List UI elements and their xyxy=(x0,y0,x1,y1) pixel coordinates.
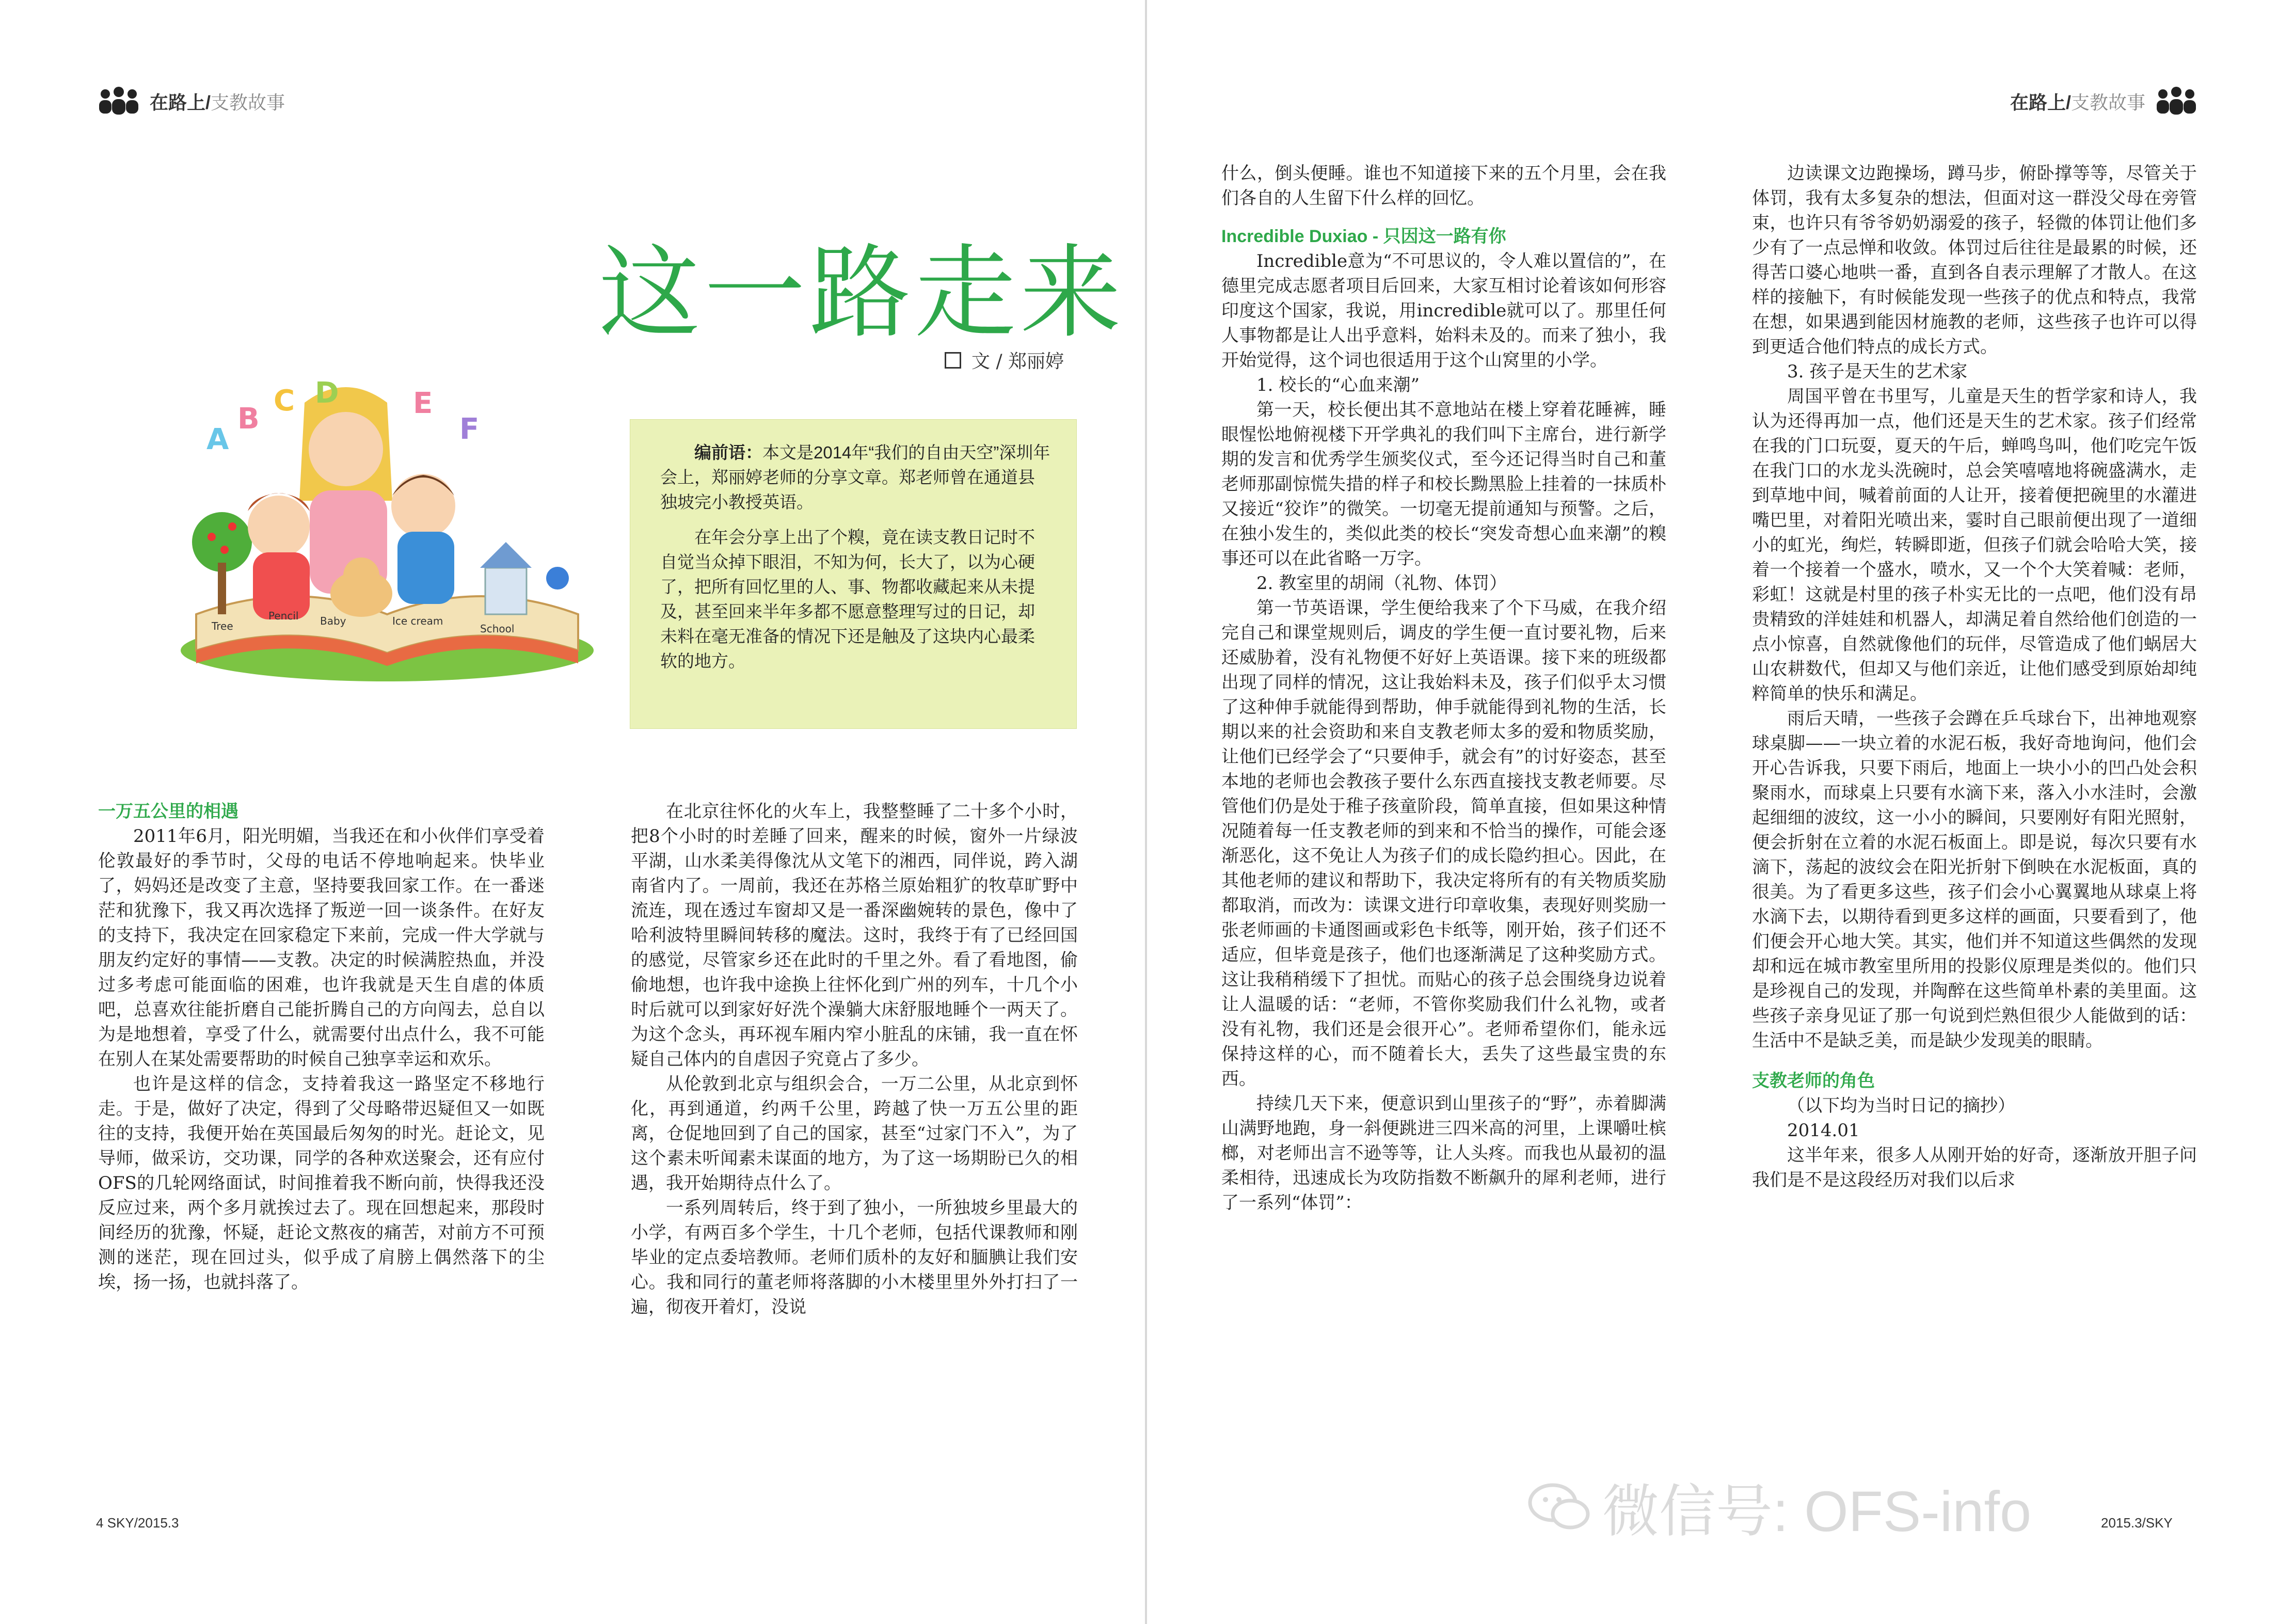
left-footer: 4 SKY/2015.3 xyxy=(96,1515,179,1531)
header-sub: 支教故事 xyxy=(211,91,285,113)
letter-d: D xyxy=(315,376,339,410)
paragraph: 持续几天下来，便意识到山里孩子的“野”，赤着脚满山满野地跑，身一斜便跳进三四米高的河里，上课嚼吐槟榔，对老师出言不逊等等，让人头疼。而我也从最初的温柔相待，迅速成长为攻防指数不断飙升的犀利老师，进行了一系列“体罚”： xyxy=(1221,1093,1666,1213)
subheading: 1. 校长的“心血来潮” xyxy=(1256,375,1420,395)
paragraph: 什么，倒头便睡。谁也不知道接下来的五个月里，会在我们各自的人生留下什么样的回忆。 xyxy=(1221,163,1666,209)
section-heading-teacher-role: 支教老师的角色 xyxy=(1752,1071,1875,1091)
paragraph: 雨后天晴，一些孩子会蹲在乒乓球台下，出神地观察球桌脚——一块立着的水泥石板，我好奇地询问，他们会开心告诉我，只要下雨后，地面上一块小小的凹凸处会积聚雨水，而球桌上只要有水滴下来，落入小水洼时，会激起细细的波纹，这一小小的瞬间，只要刚好有阳光照射，便会折射在立着的水泥石板面上。即是说，每次只要有水滴下，荡起的波纹会在阳光折射下倒映在水泥板面，真的很美。为了看更多这些，孩子们会小心翼翼地从球桌上将水滴下去，以期待看到更多这样的画面，只要看到了，他们便会开心地大笑。其实，他们并不知道这些偶然的发现却和远在城市教室里所用的投影仪原理是类似的。他们只是珍视自己的发现，并陶醉在这些简单朴素的美里面。这些孩子亲身见证了那一句说到烂熟但很少人能做到的话：生活中不是缺乏美，而是缺少发现美的眼睛。 xyxy=(1752,708,2197,1051)
paragraph: 也许是这样的信念，支持着我这一路坚定不移地行走。于是，做好了决定，得到了父母略带迟疑但又一如既往的支持，我便开始在英国最后匆匆的时光。赶论文，见导师，做采访，交功课，同学的各种欢送聚会，还有应付OFS的几轮网络面试，时间推着我不断向前，快得我还没反应过来，两个多月就挨过去了。现在回想起来，那段时间经历的犹豫，怀疑，赶论文熬夜的痛苦，对前方不可预测的迷茫，现在回过头，似乎成了肩膀上偶然落下的尘埃，扬一扬，也就抖落了。 xyxy=(98,1074,545,1293)
paragraph: 周国平曾在书里写，儿童是天生的哲学家和诗人，我认为还得再加一点，他们还是天生的艺术家。孩子们经常在我的门口玩耍，夏天的午后，蝉鸣鸟叫，他们吃完午饭在我门口的水龙头洗碗时，总会笑嘻嘻地将碗盛满水，走到草地中间，喊着前面的人让开，接着便把碗里的水灌进嘴巴里，对着阳光喷出来，霎时自己眼前便出现了一道细小的虹光，绚烂，转瞬即逝，但孩子们就会哈哈大笑，接着一个接着一个盛水，喷水，又一个个大笑着喊：老师，彩虹！这就是村里的孩子朴实无比的一点吧，他们没有昂贵精致的洋娃娃和机器人，却满足着自然给他们创造的一点小惊喜，自然就像他们的玩伴，尽管造成了他们蜗居大山农耕数代，但却又与他们亲近，让他们感受到原始却纯粹简单的快乐和满足。 xyxy=(1752,386,2197,704)
paragraph: 一系列周转后，终于到了独小，一所独坡乡里最大的小学，有两百多个学生，十几个老师，包括代课教师和刚毕业的定点委培教师。老师们质朴的友好和腼腆让我们安心。我和同行的董老师将落脚的小木楼里里外外打扫了一遍，彻夜开着灯，没说 xyxy=(631,1198,1078,1317)
paragraph: 2011年6月，阳光明媚，当我还在和小伙伴们享受着伦敦最好的季节时，父母的电话不停地响起来。快毕业了，妈妈还是改变了主意，坚持要我回家工作。在一番迷茫和犹豫下，我又再次选择了叛逆一回一谈条件。在好友的支持下，我决定在回家稳定下来前，完成一件大学就与朋友约定好的事情——支教。决定的时候满腔热血，并没过多考虑可能面临的困难，也许我就是天生自虐的体质吧，总喜欢往能折磨自己能折腾自己的方向闯去，总自以为是地想着，享受了什么，就需要付出点什么，我不可能在别人在某处需要帮助的时候自己独享幸运和欢乐。 xyxy=(98,826,545,1070)
column-2 xyxy=(631,799,1078,1319)
byline: 文 / 郑丽婷 xyxy=(945,347,1064,373)
section-heading-encounter: 一万五公里的相遇 xyxy=(98,802,238,821)
paragraph: 这半年来，很多人从刚开始的好奇，逐渐放开胆子问我们是不是这段经历对我们以后求 xyxy=(1752,1145,2197,1190)
letter-c: C xyxy=(274,384,295,418)
letter-b: B xyxy=(237,402,260,436)
header-section: 在路上/ xyxy=(150,91,211,113)
section-heading-incredible: Incredible Duxiao - 只因这一路有你 xyxy=(1221,227,1506,246)
people-icon xyxy=(2155,87,2198,116)
editor-note-para1: 编前语：本文是2014年“我们的自由天空”深圳年会上，郑丽婷老师的分享文章。郑老师曾在通道县独坡完小教授英语。 xyxy=(660,443,1050,512)
paragraph: 在北京往怀化的火车上，我整整睡了二十多个小时，把8个小时的时差睡了回来，醒来的时候，窗外一片绿波平湖，山水柔美得像沈从文笔下的湘西，同伴说，跨入湖南省内了。一周前，我还在苏格兰原始粗犷的牧草旷野中流连，现在透过车窗却又是一番深幽婉转的景色，像中了哈利波特里瞬间转移的魔法。这时，我终于有了已经回国的感觉，尽管家乡还在此时的千里之外。看了看地图，偷偷地想，也许我中途换上往怀化到广州的列车，十几个小时后就可以到家好好洗个澡躺大床舒服地睡个一两天了。为这个念头，再环视车厢内窄小脏乱的床铺，我一直在怀疑自己体内的自虐因子究竟占了多少。 xyxy=(631,801,1078,1070)
label-ice-cream: Ice cream xyxy=(392,615,443,627)
checkbox-square-icon xyxy=(945,352,961,369)
label-pencil: Pencil xyxy=(268,610,299,622)
left-header xyxy=(97,87,285,116)
editor-note-para2: 在年会分享上出了个糗，竟在读支教日记时不自觉当众掉下眼泪，不知为何，长大了，以为心硬了，把所有回忆里的人、事、物都收藏起来从未提及，甚至回来半年多都不愿意整理写过的日记，却未料在毫无准备的情况下还是触及了这块内心最柔软的地方。 xyxy=(660,528,1035,671)
letter-e: E xyxy=(413,387,433,420)
letter-a: A xyxy=(206,423,229,456)
kids-book-illustration xyxy=(165,372,599,692)
paragraph: 第一天，校长便出其不意地站在楼上穿着花睡裤，睡眼惺忪地俯视楼下开学典礼的我们叫下主席台，进行新学期的发言和优秀学生颁奖仪式，至今还记得当时自己和董老师那副惊慌失措的样子和校长黝黑脸上挂着的一抹质朴又接近“狡诈”的微笑。一切毫无提前通知与预警。之后，在独小发生的，类似此类的校长“突发奇想心血来潮”的糗事还可以在此省略一万字。 xyxy=(1221,400,1666,569)
column-4 xyxy=(1752,161,2197,1192)
wechat-icon xyxy=(1528,1481,1590,1533)
article-title: 这一路走来 xyxy=(599,234,1126,352)
paragraph: 从伦敦到北京与组织会合，一万二公里，从北京到怀化，再到通道，约两千公里，跨越了快一万五公里的距离，仓促地回到了自己的国家，甚至“过家门不入”，为了这个素未听闻素未谋面的地方，为了这一场期盼已久的相遇，我开始期待点什么了。 xyxy=(631,1074,1078,1193)
label-tree: Tree xyxy=(212,620,233,632)
editor-note xyxy=(630,419,1077,729)
right-footer: 2015.3/SKY xyxy=(2101,1515,2173,1531)
paragraph: Incredible意为“不可思议的，令人难以置信的”，在德里完成志愿者项目后回来，大家互相讨论着该如何形容印度这个国家，我说，用incredible就可以了。那里任何人事物都是让人出乎意料，始料未及的。而来了独小，我开始觉得，这个词也很适用于这个山窝里的小学。 xyxy=(1221,251,1666,371)
letter-f: F xyxy=(459,412,480,446)
header-section: 在路上/ xyxy=(2010,91,2072,113)
right-page xyxy=(1147,0,2294,1624)
paragraph: 边读课文边跑操场，蹲马步，俯卧撑等等，尽管关于体罚，我有太多复杂的想法，但面对这一群没父母在旁管束，也许只有爷爷奶奶溺爱的孩子，轻微的体罚让他们多少有了一点忌惮和收敛。体罚过后往往是最累的时候，还得苦口婆心地哄一番，直到各自表示理解了才散人。在这样的接触下，有时候能发现一些孩子的优点和特点，我常在想，如果遇到能因材施教的老师，这些孩子也许可以得到更适合他们特点的成长方式。 xyxy=(1752,163,2197,357)
people-icon xyxy=(97,87,140,116)
paragraph: 第一节英语课，学生便给我来了个下马威，在我介绍完自己和课堂规则后，调皮的学生便一直讨要礼物，后来还威胁着，没有礼物便不好好上英语课。接下来的班级都出现了同样的情况，这让我始料未及，孩子们似乎太习惯了这种伸手就能得到帮助，伸手就能得到礼物的生活，长期以来的社会资助和来自支教老师太多的爱和物质奖励，让他们已经学会了“只要伸手，就会有”的讨好姿态，甚至本地的老师也会教孩子要什么东西直接找支教老师要。尽管他们仍是处于稚子孩童阶段，简单直接，但如果这种情况随着每一任支教老师的到来和不恰当的操作，可能会逐渐恶化，这不免让人为孩子们的成长隐约担心。因此，在其他老师的建议和帮助下，我决定将所有的有关物质奖励都取消，而改为：读课文进行印章收集，表现好则奖励一张老师画的卡通图画或彩色卡纸等，刚开始，孩子们还不适应，但毕竟是孩子，他们也逐渐满足了这种奖励方式。这让我稍稍缓下了担忧。而贴心的孩子总会围绕身边说着让人温暖的话：“老师，不管你奖励我们什么礼物，或者没有礼物，我们还是会很开心”。老师希望你们，能永远保持这样的心，而不随着长大，丢失了这些最宝贵的东西。 xyxy=(1221,598,1666,1089)
subheading: 3. 孩子是天生的艺术家 xyxy=(1787,361,1968,382)
date-line: 2014.01 xyxy=(1787,1120,1860,1141)
column-1 xyxy=(98,799,545,1295)
wechat-watermark: 微信号: OFS-info xyxy=(1528,1466,2031,1548)
paragraph: （以下均为当时日记的摘抄） xyxy=(1787,1095,2015,1116)
column-3 xyxy=(1221,161,1666,1215)
label-school: School xyxy=(480,623,515,635)
header-sub: 支教故事 xyxy=(2071,91,2146,113)
subheading: 2. 教室里的胡闹（礼物、体罚） xyxy=(1256,573,1507,594)
label-baby: Baby xyxy=(320,615,346,627)
right-header xyxy=(2010,87,2198,116)
